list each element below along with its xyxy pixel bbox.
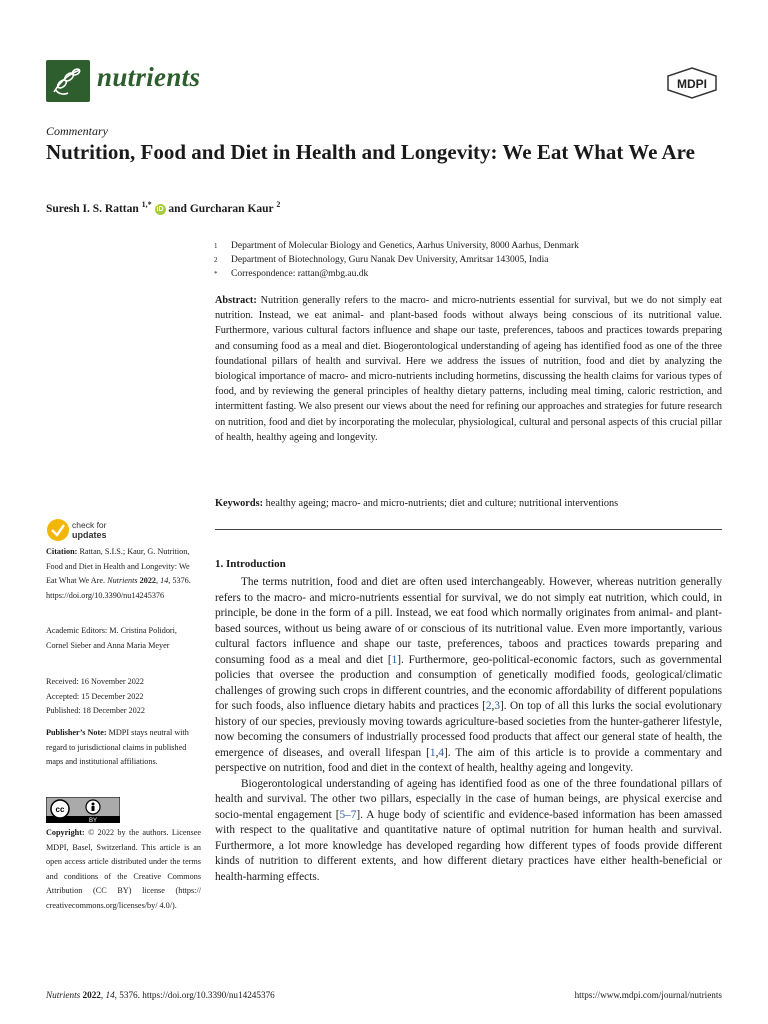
- citation-block: Citation: Rattan, S.I.S.; Kaur, G. Nutrition, Food and Diet in Health and Longevity: We Eat What We Are. Nutrients 2022, 14, 5376. https://doi.org/10.3390/nu14245376: [46, 547, 191, 600]
- author-line: [46, 200, 280, 215]
- abstract-text: Nutrition generally refers to the macro- and micro-nutrients essential for survival, but we do not simply eat nutrition. Instead, we eat animal- and plant-based foods without always being conscious of its nutritional value. Furthermore, various cultural factors influence and shape our taste, preferences, taboos and practices towards preparing and consuming food as a meal and diet. Biogerontological understanding of ageing has identified food as one of the three foundational pillars of health and survival. Here we address the issues of nutrition, food and diet by analyzing the biological importance of macro- and micro-nutrients including hormetins, discussing the health claims for various types of food, and by reviewing the general principles of healthy dietary patterns, including meal timing, caloric restriction, and intermittent fasting. We also present our views about the need for refining our approaches and strategies for future research on nutrition, food and diet by incorporating the molecular, physiological, cultural and personal aspects of this crucial pillar of health, healthy ageing and longevity.: [215, 295, 722, 443]
- abstract: [215, 293, 722, 445]
- publisher-note: Publisher’s Note: MDPI stays neutral with regard to jurisdictional claims in published maps and institutional affiliations.: [46, 728, 189, 766]
- ref-link[interactable]: 1: [429, 746, 436, 759]
- keywords-label: Keywords:: [215, 498, 264, 509]
- mdpi-text: MDPI: [677, 77, 707, 91]
- journal-logo: [46, 60, 90, 102]
- author-2-affil: 2: [276, 200, 281, 209]
- affiliation-2: 2 Department of Biotechnology, Guru Nanak Dev University, Amritsar 143005, India: [214, 255, 549, 265]
- dates: [46, 675, 201, 719]
- check-for-updates-badge[interactable]: [46, 516, 116, 544]
- check-updates-icon: [47, 519, 69, 541]
- cc-by-license-badge[interactable]: [46, 797, 120, 823]
- divider: [215, 529, 722, 530]
- cc-text: cc: [55, 805, 65, 814]
- published-date: Published: 18 December 2022: [46, 706, 145, 715]
- affiliations: [214, 239, 724, 281]
- footer-citation: Nutrients 2022, 14, 5376. https://doi.org/10.3390/nu14245376: [46, 990, 275, 1000]
- abstract-label: Abstract:: [215, 295, 257, 306]
- paragraph-2: Biogerontological understanding of ageing has identified food as one of the three foundational pillars of health and survival. The other two pillars, especially in the case of human beings, are physical exercise and socio-mental engagement [5–7]. A huge body of scientific and evidence-based information has been amassed with respect to the qualitative and quantitative nature of optimal nutrition for human health and survival. Furthermore, a lot more knowledge has developed regarding how different types of foods provide different kinds of nutrition to different extents, and how different dietary practices have either health-beneficial or health-harming effects.: [215, 777, 722, 883]
- ref-link[interactable]: 5–7: [339, 808, 357, 821]
- keywords: [215, 498, 722, 509]
- orcid-icon[interactable]: iD: [156, 205, 164, 213]
- ref-link[interactable]: 4: [438, 746, 445, 759]
- check-label-2: updates: [72, 530, 107, 540]
- footer-url[interactable]: https://www.mdpi.com/journal/nutrients: [574, 990, 722, 1000]
- keywords-text: healthy ageing; macro- and micro-nutrients; diet and culture; nutritional interventions: [265, 498, 619, 509]
- affiliation-1: 1 Department of Molecular Biology and Genetics, Aarhus University, 8000 Aarhus, Denmark: [214, 241, 579, 251]
- ref-link[interactable]: 2: [485, 700, 492, 712]
- journal-name: nutrients: [97, 62, 201, 92]
- paragraph-1: The terms nutrition, food and diet are often used interchangeably. However, whereas nutrition generally refers to the macro- and micro-nutrients essential for survival, we do not simply eat nutrition, which could, in principle, be done in the form of a pill. Instead, we eat food which normally originates from animal- and plant-based sources, without us being aware of or conscious of its nutritional value. Even more importantly, various cultural factors influence and shape our taste, preferences, taboos and practices towards preparing and consuming food as a meal and diet [1]. Furthermore, geo-political-economic factors, such as governmental policies that oversee the production and consumption of genetically modified foods, geological/climatic challenges of growing such crops in different countries, and the economic affordability of different populations for such foods, also influence dietary habits and practices [2,3]. On top of all this lurks the social evolutionary history of our species, previously moving towards agriculture-based societies from the hunter-gatherer lifestyle, now becoming the consumers of industrially processed food products that affect our general state of health, the emergence of diseases, and overall lifespan [1,4]. The aim of this article is to provide a commentary and perspective on nutrition, food and diet in the context of health, healthy ageing and longevity.: [215, 576, 723, 774]
- body-text: [215, 575, 722, 885]
- section-heading: 1. Introduction: [215, 558, 286, 570]
- academic-editors: Academic Editors: M. Cristina Polidori, Cornel Sieber and Anna Maria Meyer: [46, 626, 177, 650]
- copyright-block: Copyright: © 2022 by the authors. Licensee MDPI, Basel, Switzerland. This article is an open access article distributed under the terms and conditions of the Creative Commons Attribution (CC BY) license (https:// creativecommons.org/licenses/by/ 4.0/).: [46, 828, 202, 910]
- by-text: BY: [88, 818, 98, 823]
- article-type: Commentary: [46, 124, 108, 138]
- author-1[interactable]: Suresh I. S. Rattan: [46, 202, 139, 215]
- and-word: and: [168, 202, 187, 215]
- received-date: Received: 16 November 2022: [46, 677, 144, 686]
- ref-link[interactable]: 1: [391, 653, 398, 666]
- leaf-emblem-icon: [46, 60, 90, 102]
- mdpi-logo: [666, 66, 718, 100]
- correspondence: * Correspondence: rattan@mbg.au.dk: [214, 269, 369, 279]
- author-1-affil: 1,*: [141, 200, 152, 209]
- article-title: Nutrition, Food and Diet in Health and Longevity: We Eat What We Are: [46, 140, 695, 164]
- accepted-date: Accepted: 15 December 2022: [46, 691, 144, 701]
- ref-link[interactable]: 3: [494, 700, 501, 712]
- check-label-1: check for: [72, 520, 107, 530]
- author-2[interactable]: Gurcharan Kaur: [189, 202, 274, 215]
